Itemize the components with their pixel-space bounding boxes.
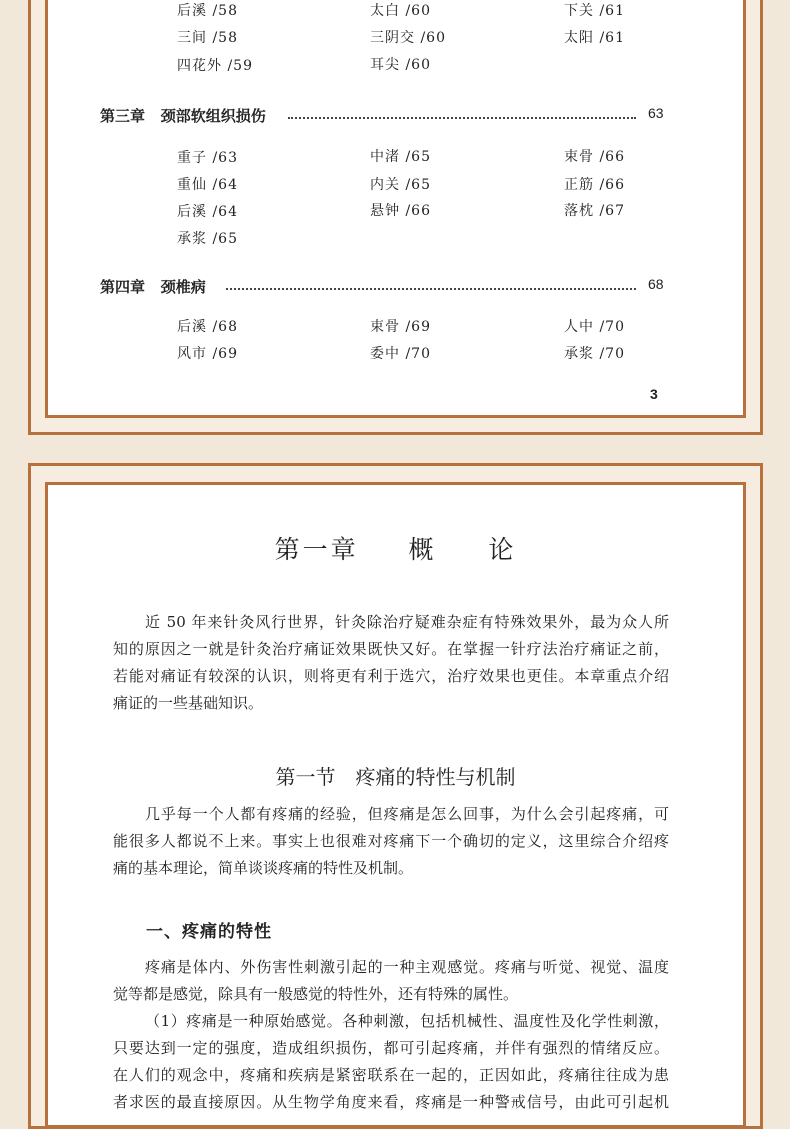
text-line: 若能对痛证有较深的认识，则将更有利于选穴，治疗效果也更佳。本章重点介绍 xyxy=(113,667,669,685)
toc-entry: 落枕 /67 xyxy=(564,203,625,219)
toc-entry: 中渚 /65 xyxy=(370,149,431,165)
chapter-page xyxy=(45,482,746,1128)
toc-entry: 后溪 /64 xyxy=(177,204,238,220)
toc-entry: 太阳 /61 xyxy=(564,30,625,46)
text-line: 痛证的一些基础知识。 xyxy=(113,694,264,712)
toc-entry: 后溪 /58 xyxy=(177,3,238,19)
toc-page-frame xyxy=(28,0,763,435)
toc-entry: 委中 /70 xyxy=(370,346,431,362)
toc-entry: 风市 /69 xyxy=(177,346,238,362)
subsection-paragraph xyxy=(113,954,669,1008)
toc-entry: 承浆 /70 xyxy=(564,346,625,362)
subsection-title: 一、疼痛的特性 xyxy=(146,922,272,942)
text-line: 在人们的观念中，疼痛和疾病是紧密联系在一起的，正因如此，疼痛往往成为患 xyxy=(113,1066,669,1084)
toc-entry: 后溪 /68 xyxy=(177,319,238,335)
chapter-page-frame xyxy=(28,463,763,1129)
intro-paragraph xyxy=(113,609,669,717)
toc-entry: 承浆 /65 xyxy=(177,231,238,247)
toc-leader-dots xyxy=(288,117,636,119)
page-number: 3 xyxy=(650,386,658,402)
chapter-title: 颈部软组织损伤 xyxy=(160,107,266,125)
toc-entry: 正筋 /66 xyxy=(564,177,625,193)
toc-entry: 三阴交 /60 xyxy=(370,30,446,46)
text-line: 几乎每一个人都有疼痛的经验，但疼痛是怎么回事，为什么会引起疼痛，可 xyxy=(145,805,669,823)
toc-page-ref: 68 xyxy=(648,276,664,292)
toc-entry: 太白 /60 xyxy=(370,3,431,19)
chapter-label: 第三章 xyxy=(100,107,146,125)
chapter-title xyxy=(48,530,743,566)
toc-entry: 悬钟 /66 xyxy=(370,203,431,219)
text-line: 者求医的最直接原因。从生物学角度来看，疼痛是一种警戒信号，由此可引起机 xyxy=(113,1093,669,1111)
toc-entry: 内关 /65 xyxy=(370,177,431,193)
toc-chapter-heading xyxy=(100,105,266,126)
chapter-label: 第四章 xyxy=(100,278,146,296)
chapter-title: 颈椎病 xyxy=(160,278,206,296)
toc-chapter-heading xyxy=(100,276,206,297)
toc-entry: 重子 /63 xyxy=(177,150,238,166)
toc-entry: 人中 /70 xyxy=(564,319,625,335)
text-line: 觉等都是感觉，除具有一般感觉的特性外，还有特殊的属性。 xyxy=(113,985,519,1003)
text-line: 知的原因之一就是针灸治疗痛证效果既快又好。在掌握一针疗法治疗痛证之前， xyxy=(113,640,669,658)
toc-leader-dots xyxy=(226,288,636,290)
toc-page xyxy=(45,0,746,418)
text-line: 只要达到一定的强度，造成组织损伤，都可引起疼痛，并伴有强烈的情绪反应。 xyxy=(113,1039,669,1057)
text-line: 疼痛是体内、外伤害性刺激引起的一种主观感觉。疼痛与听觉、视觉、温度 xyxy=(145,958,669,976)
toc-entry: 下关 /61 xyxy=(564,3,625,19)
text-line: 近 50 年来针灸风行世界，针灸除治疗疑难杂症有特殊效果外，最为众人所 xyxy=(145,613,669,631)
text-line: （1）疼痛是一种原始感觉。各种刺激，包括机械性、温度性及化学性刺激， xyxy=(145,1012,669,1030)
toc-entry: 三间 /58 xyxy=(177,30,238,46)
toc-entry: 耳尖 /60 xyxy=(370,57,431,73)
section-title: 第一节 疼痛的特性与机制 xyxy=(275,765,516,789)
text-line: 痛的基本理论，简单谈谈疼痛的特性及机制。 xyxy=(113,859,414,877)
section-paragraph xyxy=(113,801,669,882)
text-line: 能很多人都说不上来。事实上也很难对疼痛下一个确切的定义，这里综合介绍疼 xyxy=(113,832,669,850)
toc-entry: 束骨 /66 xyxy=(564,149,625,165)
toc-page-ref: 63 xyxy=(648,105,664,121)
chapter-title-number: 第一章 xyxy=(274,535,359,564)
toc-entry: 四花外 /59 xyxy=(177,58,253,74)
toc-entry: 束骨 /69 xyxy=(370,319,431,335)
chapter-title-word: 概 xyxy=(408,535,437,564)
chapter-title-word: 论 xyxy=(488,535,517,564)
toc-entry: 重仙 /64 xyxy=(177,177,238,193)
